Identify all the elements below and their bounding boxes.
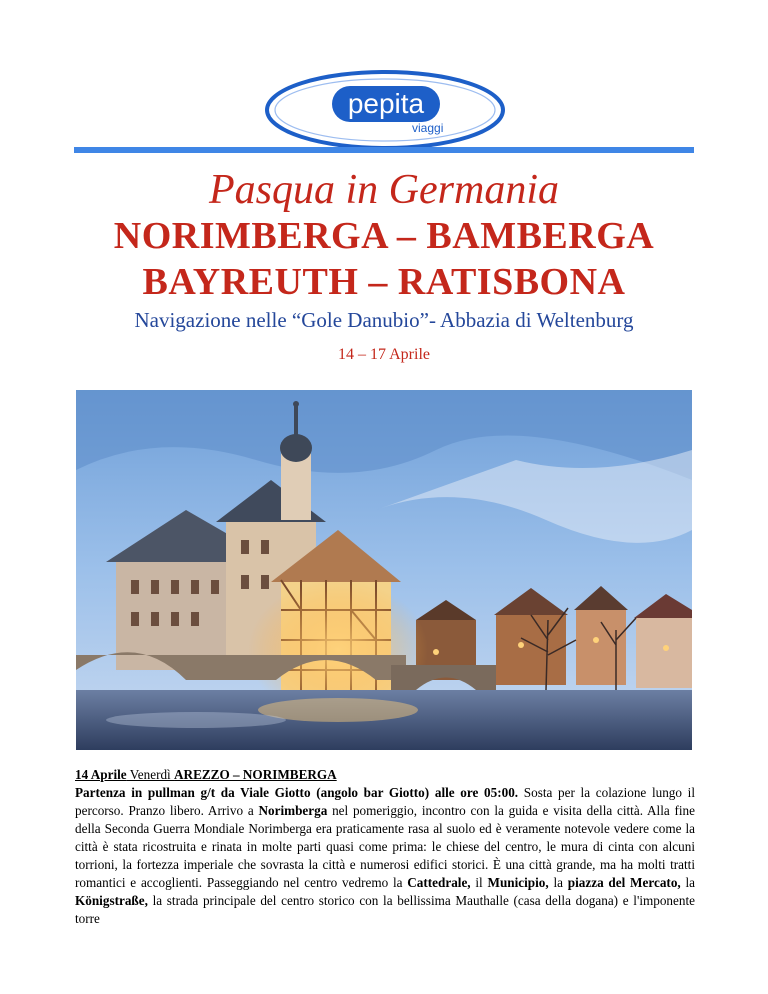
day-1-text-part-3: la strada principale del centro storico con la bellissima Mauthalle (casa della dogana) e l'imponente torre bbox=[75, 893, 695, 926]
pepita-viaggi-logo bbox=[262, 68, 508, 152]
sight-cattedrale: Cattedrale, bbox=[407, 875, 471, 890]
sight-municipio: Municipio, bbox=[487, 875, 549, 890]
day-1-text-part-1: Sosta per la colazione lungo il percorso. Pranzo libero. Arrivo a bbox=[75, 785, 695, 818]
logo-tag-text: viaggi bbox=[412, 121, 444, 135]
title-cities-line-1: NORIMBERGA – BAMBERGA bbox=[113, 215, 655, 257]
sight-piazza-mercato: piazza del Mercato, bbox=[567, 875, 681, 890]
header-divider bbox=[74, 147, 694, 153]
day-1-text-part-2: nel pomeriggio, incontro con la guida e visita della città. Alla fine della Seconda Guerra Mondiale Norimberga era praticamente rasa al suolo ed è veramente notevole vedere come la città è stata ricostruita e rinata in molte parti quasi come prima: le chiese del centro, le mura di cinta con alcuni torrioni, la fortezza imperiale che sovrasta la città e numerosi edifici storici. È una città grande, ma ha molti tratti romantici e accoglienti. Passeggiando nel centro vedremo la bbox=[75, 803, 695, 890]
separator-3: la bbox=[680, 875, 696, 890]
separator-2: la bbox=[548, 875, 568, 890]
city-norimberga: Norimberga bbox=[258, 803, 328, 818]
separator-1: il bbox=[470, 875, 488, 890]
subtitle: Navigazione nelle “Gole Danubio”- Abbazia di Weltenburg bbox=[134, 308, 634, 332]
logo-brand-text: pepita bbox=[347, 88, 425, 119]
departure-info: Partenza in pullman g/t da Viale Giotto (angolo bar Giotto) alle ore 05:00. bbox=[75, 785, 519, 800]
sight-konigstrasse: Königstraße, bbox=[75, 893, 148, 908]
bamberg-old-town-hall-photo bbox=[76, 390, 692, 750]
day-1-date: 14 Aprile bbox=[75, 767, 127, 782]
day-1-route: AREZZO – NORIMBERGA bbox=[174, 767, 337, 782]
title-cities-line-2: BAYREUTH – RATISBONA bbox=[142, 261, 626, 303]
page-title-italic: Pasqua in Germania bbox=[209, 167, 559, 213]
day-1-weekday: Venerdì bbox=[126, 767, 175, 782]
day-1-itinerary bbox=[75, 766, 695, 928]
trip-dates: 14 – 17 Aprile bbox=[338, 346, 430, 363]
